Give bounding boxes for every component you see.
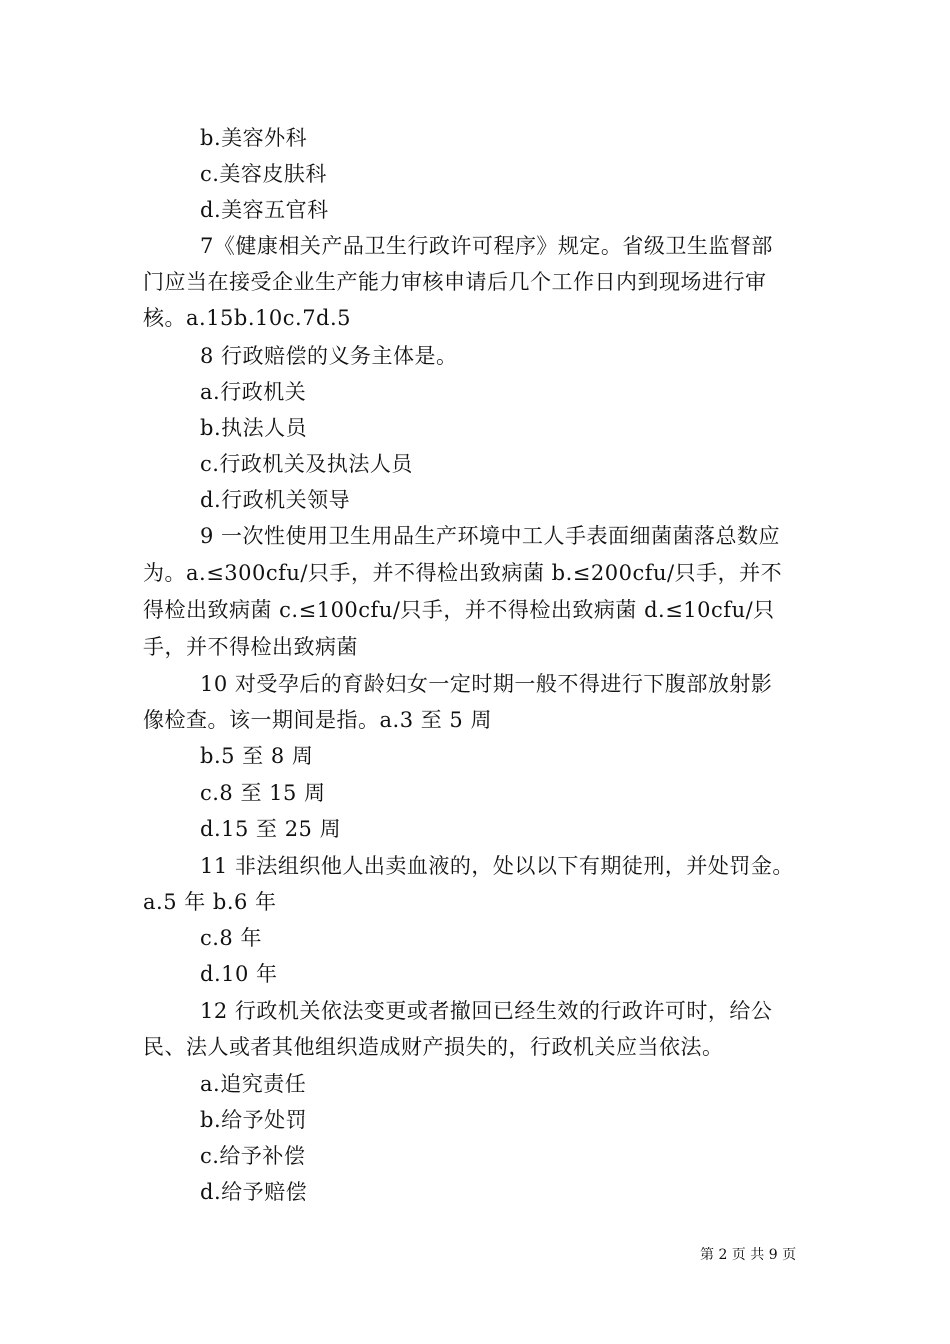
option-line: c.8 年	[200, 926, 262, 950]
question-continuation: 手，并不得检出致病菌	[143, 635, 358, 659]
option-line: b.5 至 8 周	[200, 744, 314, 768]
question-line: 7《健康相关产品卫生行政许可程序》规定。省级卫生监督部	[200, 234, 773, 258]
question-continuation: a.5 年 b.6 年	[143, 890, 277, 914]
option-line: c.8 至 15 周	[200, 781, 326, 805]
question-continuation: 核。a.15b.10c.7d.5	[143, 306, 352, 330]
question-line: 11 非法组织他人出卖血液的，处以以下有期徒刑，并处罚金。	[200, 854, 794, 878]
option-line: b.美容外科	[200, 126, 308, 150]
option-line: d.行政机关领导	[200, 488, 351, 512]
option-line: a.追究责任	[200, 1072, 307, 1096]
question-continuation: 像检查。该一期间是指。a.3 至 5 周	[143, 708, 492, 732]
question-line: 9 一次性使用卫生用品生产环境中工人手表面细菌菌落总数应	[200, 524, 781, 548]
question-continuation: 得检出致病菌 c.≤100cfu/只手，并不得检出致病菌 d.≤10cfu/只	[143, 598, 775, 622]
question-continuation: 门应当在接受企业生产能力审核申请后几个工作日内到现场进行审	[143, 270, 767, 294]
option-line: b.给予处罚	[200, 1108, 308, 1132]
option-line: c.美容皮肤科	[200, 162, 327, 186]
question-line: 10 对受孕后的育龄妇女一定时期一般不得进行下腹部放射影	[200, 672, 773, 696]
option-line: d.10 年	[200, 962, 278, 986]
option-line: d.15 至 25 周	[200, 817, 342, 841]
option-line: c.给予补偿	[200, 1144, 306, 1168]
option-line: a.行政机关	[200, 380, 307, 404]
option-line: b.执法人员	[200, 416, 308, 440]
question-continuation: 为。a.≤300cfu/只手，并不得检出致病菌 b.≤200cfu/只手，并不	[143, 561, 783, 585]
option-line: d.给予赔偿	[200, 1180, 308, 1204]
page-number-footer: 第 2 页 共 9 页	[700, 1247, 797, 1263]
question-continuation: 民、法人或者其他组织造成财产损失的，行政机关应当依法。	[143, 1035, 724, 1059]
option-line: c.行政机关及执法人员	[200, 452, 413, 476]
question-line: 8 行政赔偿的义务主体是。	[200, 344, 458, 368]
question-line: 12 行政机关依法变更或者撤回已经生效的行政许可时，给公	[200, 999, 773, 1023]
option-line: d.美容五官科	[200, 198, 329, 222]
